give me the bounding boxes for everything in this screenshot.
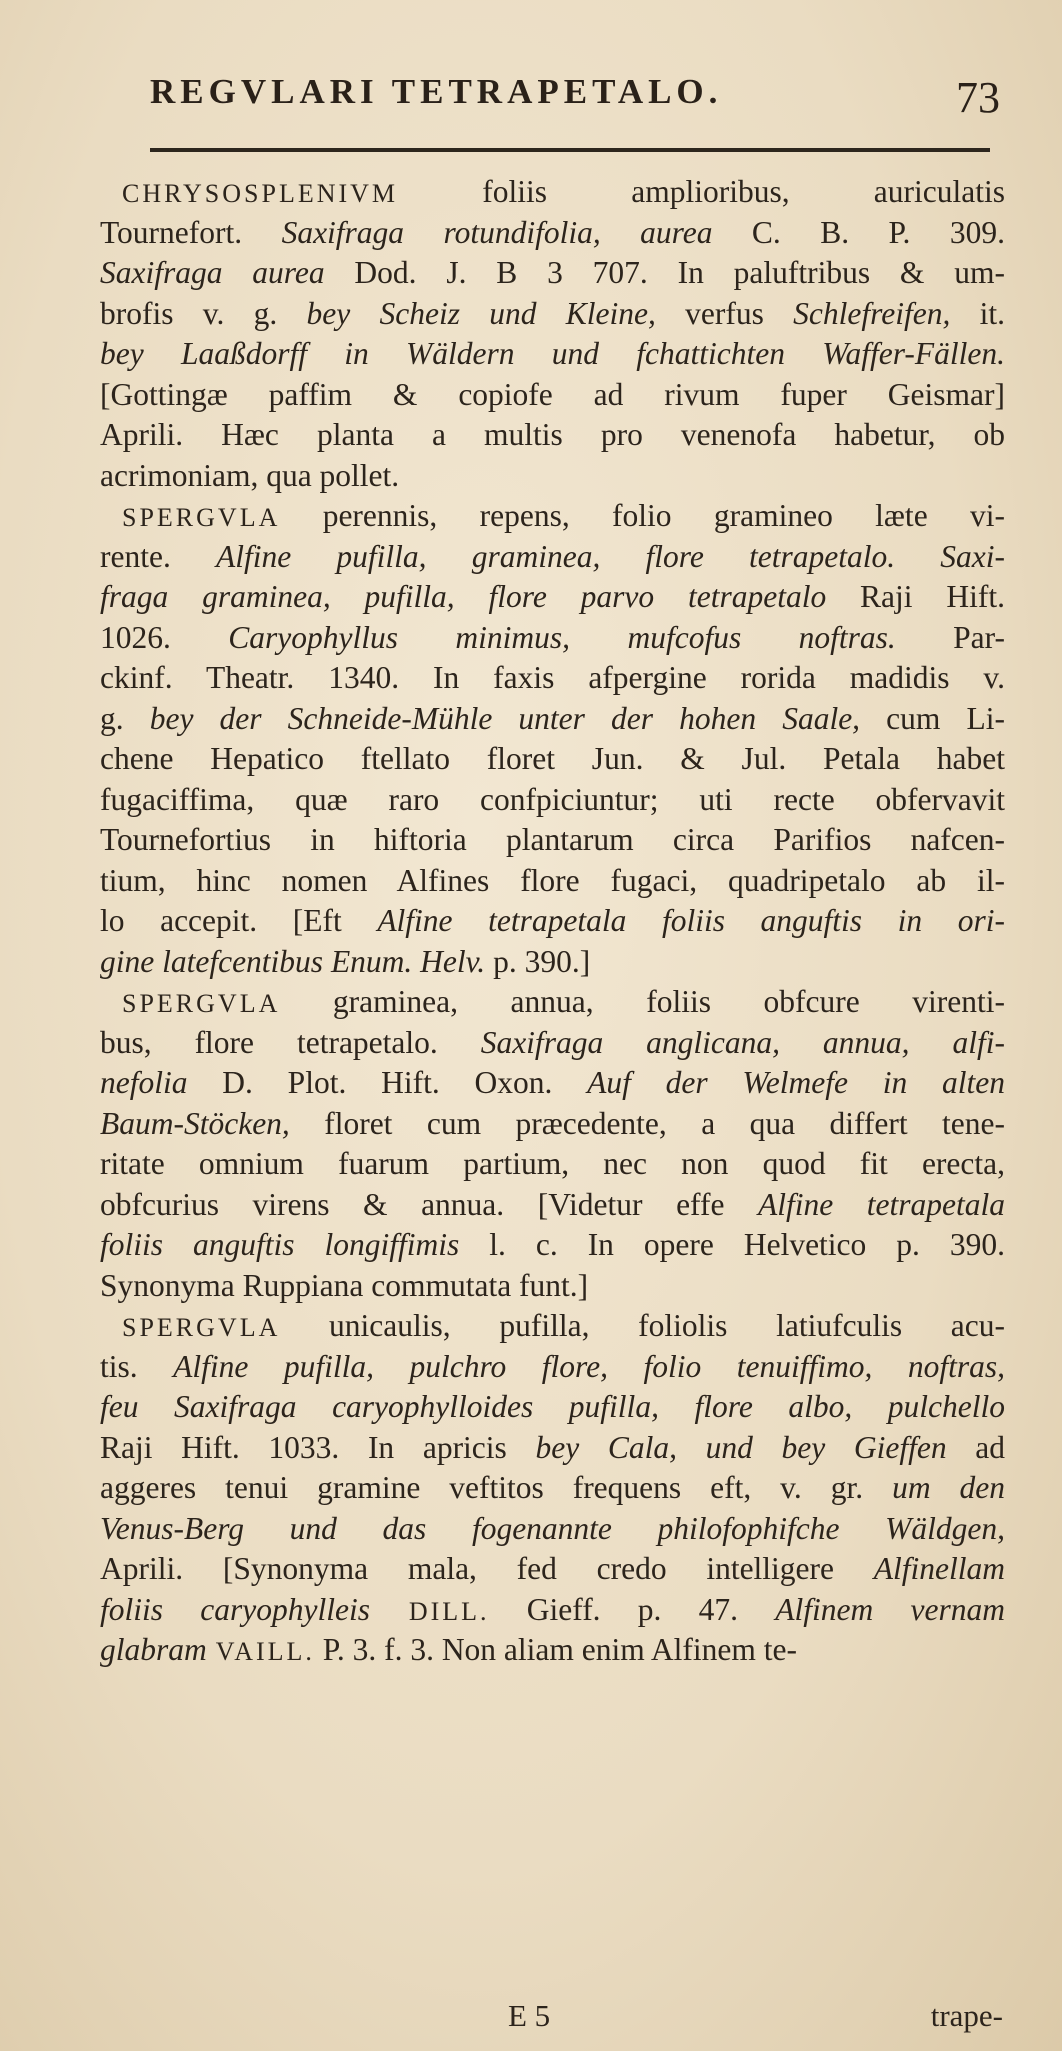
text-line xyxy=(100,739,1005,780)
text-run: C. B. P. 309. xyxy=(712,214,1005,250)
text-line xyxy=(100,1104,1005,1145)
text-line xyxy=(100,253,1005,294)
text-line xyxy=(100,1225,1005,1266)
text-run: Saxifraga aurea xyxy=(100,255,325,290)
text-run: foliis caryophylleis xyxy=(100,1591,370,1627)
catchword: trape- xyxy=(930,1998,1003,2033)
text-run: Tournefort. xyxy=(100,214,282,250)
text-run: Alfine tetrapetala foliis anguftis in ori- xyxy=(377,903,1005,938)
text-run: cum Li- xyxy=(860,700,1005,736)
text-line xyxy=(100,1387,1005,1428)
text-run: floret cum præcedente, a qua differt tene- xyxy=(289,1105,1005,1141)
text-run: foliis amplioribus, auriculatis xyxy=(398,174,1005,209)
text-run: bey Scheiz und Kleine, xyxy=(306,295,656,331)
running-title: REGVLARI TETRAPETALO. xyxy=(150,72,723,111)
text-line xyxy=(100,1185,1005,1226)
text-line xyxy=(100,820,1005,861)
text-run: l. c. In opere Helvetico p. 390. xyxy=(459,1227,1005,1262)
text-run: Tournefortius in hiftoria plantarum circa Parifios nafcen- xyxy=(100,822,1005,857)
text-run: bey Cala, und bey Gieffen xyxy=(535,1429,947,1465)
text-line xyxy=(100,537,1005,578)
text-run: chene Hepatico ftellato floret Jun. & Jul. Petala habet xyxy=(100,741,1005,776)
text-run: lo accepit. [Eft xyxy=(100,903,378,938)
page-header xyxy=(150,72,1020,132)
text-line xyxy=(100,334,1005,375)
text-run: Baum-Stöcken, xyxy=(100,1105,290,1141)
text-run: Saxifraga rotundifolia, aurea xyxy=(281,214,713,250)
text-line xyxy=(100,1063,1005,1104)
text-run: ad xyxy=(946,1429,1005,1465)
header-rule xyxy=(150,148,990,152)
text-run: verfus xyxy=(655,295,794,331)
text-line xyxy=(100,1468,1005,1509)
text-line xyxy=(100,1428,1005,1469)
page-footer xyxy=(100,1998,1005,2040)
text-run: glabram xyxy=(100,1632,207,1667)
species-name: CHRYSOSPLENIVM xyxy=(122,179,399,208)
text-line xyxy=(100,901,1005,942)
text-line xyxy=(100,1306,1005,1347)
text-run: Raji Hift. 1033. In apricis xyxy=(100,1429,536,1465)
text-run: fraga graminea, pufilla, flore parvo tetrapetalo xyxy=(100,579,827,614)
text-run: Raji Hift. xyxy=(826,579,1005,614)
text-run: g. xyxy=(100,700,150,736)
paragraph xyxy=(100,1306,1005,1671)
text-run: Caryophyllus minimus, mufcofus noftras. xyxy=(228,619,896,655)
text-line xyxy=(100,780,1005,821)
text-line xyxy=(100,1023,1005,1064)
text-line xyxy=(100,577,1005,618)
text-line xyxy=(100,1144,1005,1185)
text-run: bey Laaßdorff in Wäldern und fchattichten Waffer-Fällen. xyxy=(100,336,1005,371)
text-run: tium, hinc nomen Alfines flore fugaci, quadripetalo ab il- xyxy=(100,862,1005,898)
text-run: feu Saxifraga caryophylloides pufilla, flore albo, pulchello xyxy=(100,1389,1005,1424)
text-line xyxy=(100,942,1005,983)
text-run: Schlefreifen, xyxy=(793,295,951,331)
text-run: it. xyxy=(950,295,1005,331)
text-line xyxy=(100,496,1005,537)
text-run: brofis v. g. xyxy=(100,295,307,331)
text-run: ritate omnium fuarum partium, nec non quod fit erecta, xyxy=(100,1146,1005,1181)
text-run: ckinf. Theatr. 1340. In faxis afpergine rorida madidis v. xyxy=(100,660,1005,695)
text-run: tis. xyxy=(100,1348,174,1384)
text-line xyxy=(100,1347,1005,1388)
text-run: acrimoniam, qua pollet. xyxy=(100,457,400,493)
text-run: Alfine pufilla, pulchro flore, folio tenuiffimo, noftras, xyxy=(173,1348,1005,1384)
text-line xyxy=(100,456,1005,497)
text-run: Alfinellam xyxy=(873,1551,1005,1586)
text-line xyxy=(100,982,1005,1023)
text-line xyxy=(100,861,1005,902)
text-run: rente. xyxy=(100,538,217,574)
text-run: Gieff. p. 47. xyxy=(489,1591,776,1627)
text-line xyxy=(100,1509,1005,1550)
text-run: fugaciffima, quæ raro confpiciuntur; uti recte obfervavit xyxy=(100,781,1005,817)
text-run: D. Plot. Hift. Oxon. xyxy=(187,1065,588,1100)
text-line xyxy=(100,1549,1005,1590)
text-run: perennis, repens, folio gramineo læte vi- xyxy=(280,498,1005,533)
text-run: Saxifraga anglicana, annua, alfi- xyxy=(480,1024,1005,1060)
text-line xyxy=(100,699,1005,740)
text-run: Alfine pufilla, graminea, flore tetrapetalo. Saxi- xyxy=(216,538,1005,574)
text-run: 1026. xyxy=(100,619,229,655)
text-run: gine latefcentibus Enum. Helv. xyxy=(100,943,486,979)
text-line xyxy=(100,294,1005,335)
text-run: [Gottingæ paffim & copiofe ad rivum fuper Geismar] xyxy=(100,376,1005,412)
text-run: unicaulis, pufilla, foliolis latiufculis acu- xyxy=(280,1308,1005,1343)
text-run: Aprili. Hæc planta a multis pro venenofa habetur, ob xyxy=(100,417,1005,452)
text-run: foliis anguftis longiffimis xyxy=(100,1227,460,1262)
text-run: Alfinem vernam xyxy=(775,1591,1005,1627)
text-run: Dod. J. B 3 707. In paluftribus & um- xyxy=(324,255,1005,290)
text-line xyxy=(100,1630,1005,1671)
text-run: Synonyma Ruppiana commutata funt.] xyxy=(100,1267,589,1303)
text-run: aggeres tenui gramine veftitos frequens eft, v. gr. xyxy=(100,1470,893,1505)
species-name: SPERGVLA xyxy=(122,989,281,1018)
page-number: 73 xyxy=(956,73,1000,122)
signature-mark: E 5 xyxy=(508,1998,551,2033)
text-run: Venus-Berg und das fogenannte philofophifche Wäldgen, xyxy=(100,1510,1005,1546)
text-run: nefolia xyxy=(100,1065,188,1100)
text-line xyxy=(100,1590,1005,1631)
text-run: Alfine tetrapetala xyxy=(757,1186,1005,1222)
text-line xyxy=(100,1266,1005,1307)
text-run: Auf der Welmefe in alten xyxy=(587,1065,1005,1100)
species-name: SPERGVLA xyxy=(122,1313,281,1342)
text-run: P. 3. f. 3. Non aliam enim Alfinem te- xyxy=(314,1632,797,1667)
text-run: obfcurius virens & annua. [Videtur effe xyxy=(100,1186,758,1222)
text-run: graminea, annua, foliis obfcure virenti- xyxy=(280,984,1005,1019)
text-line xyxy=(100,375,1005,416)
text-line xyxy=(100,172,1005,213)
text-line xyxy=(100,658,1005,699)
text-run: um den xyxy=(892,1470,1005,1505)
text-run: Par- xyxy=(895,619,1005,655)
species-name: VAILL. xyxy=(206,1637,315,1666)
text-line xyxy=(100,618,1005,659)
body-text xyxy=(100,172,1005,1671)
species-name: DILL. xyxy=(369,1596,490,1626)
text-run: p. 390.] xyxy=(485,943,591,979)
text-run: Aprili. [Synonyma mala, fed credo intelligere xyxy=(100,1551,874,1586)
paragraph xyxy=(100,982,1005,1306)
text-run: bey der Schneide-Mühle unter der hohen Saale, xyxy=(149,700,861,736)
text-run: bus, flore tetrapetalo. xyxy=(100,1024,481,1060)
text-line xyxy=(100,415,1005,456)
paragraph xyxy=(100,172,1005,496)
species-name: SPERGVLA xyxy=(122,503,281,532)
paragraph xyxy=(100,496,1005,982)
text-line xyxy=(100,213,1005,254)
